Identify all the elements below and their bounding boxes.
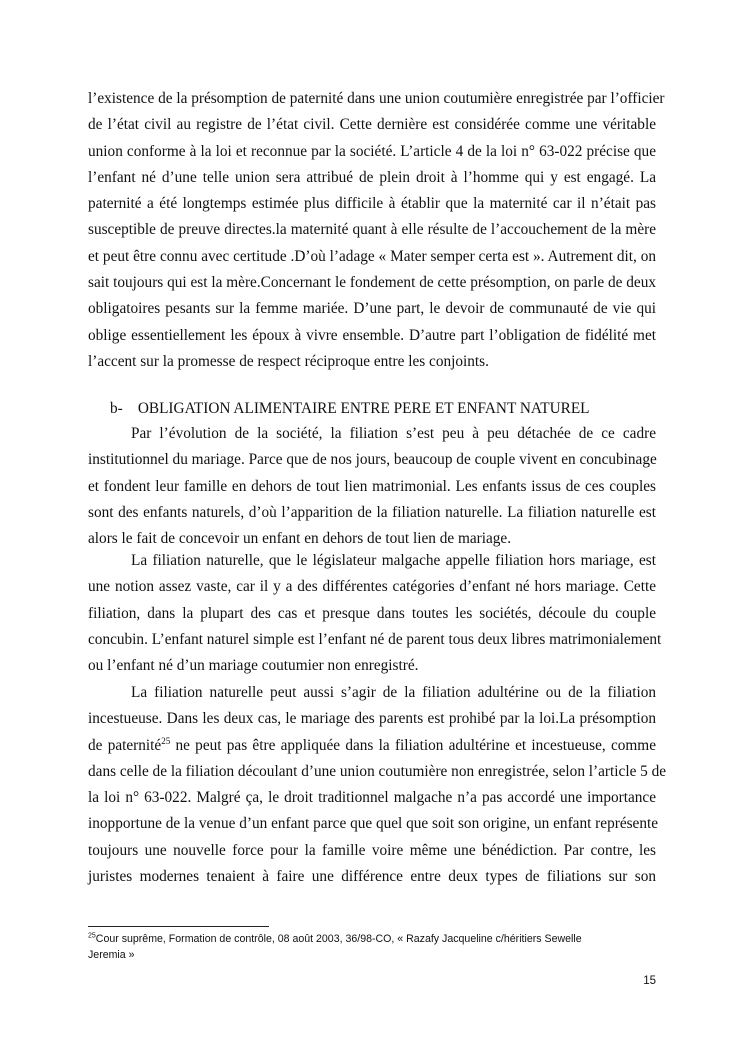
text-line: paternité a été longtemps estimée plus difficile à établir que la maternité car il n’était pas (88, 195, 656, 213)
text-line: l’accent sur la promesse de respect réciproque entre les conjoints. (88, 352, 489, 370)
text-line: incestueuse. Dans les deux cas, le mariage des parents est prohibé par la loi.La présomption (88, 710, 656, 728)
text-fragment: de paternité (88, 736, 162, 754)
paragraph-filiation-adulterine (88, 680, 667, 890)
paragraph-filiation-naturelle (88, 548, 662, 679)
text-line: filiation, dans la plupart des cas et presque dans toutes les sociétés, découle du couple (88, 604, 656, 622)
footnote-separator (88, 926, 269, 927)
text-line: sont des enfants naturels, d’où l’apparition de la filiation naturelle. La filiation naturelle est (88, 503, 656, 521)
text-line: La filiation naturelle peut aussi s’agir de la filiation adultérine ou de la filiation (131, 684, 656, 701)
paragraph-presomption (88, 86, 665, 375)
footnote-reference[interactable]: 25 (161, 735, 171, 746)
text-line: une notion assez vaste, car il y a des différentes catégories d’enfant né hors mariage. Cette (88, 578, 656, 596)
footnote-line (88, 931, 668, 947)
text-line: toujours une nouvelle force pour la famille voire même une bénédiction. Par contre, les (88, 841, 656, 859)
section-heading (110, 397, 590, 421)
text-line: et fondent leur famille en dehors de tout lien matrimonial. Les enfants issus de ces couples (88, 477, 656, 495)
page-number: 15 (643, 975, 656, 987)
text-line (88, 733, 656, 759)
text-line: concubin. L’enfant naturel simple est l’enfant né de parent tous deux libres matrimonialement (88, 630, 662, 648)
footnote-text: Cour suprême, Formation de contrôle, 08 août 2003, 36/98-CO, « Razafy Jacqueline c/héritiers Sewelle (95, 933, 582, 945)
text-fragment: ne peut pas être appliquée dans la filiation adultérine et incestueuse, comme (170, 736, 656, 754)
text-line: de l’état civil au registre de l’état civil. Cette dernière est considérée comme une véritable (88, 116, 656, 134)
text-line: La filiation naturelle, que le législateur malgache appelle filiation hors mariage, est (131, 552, 656, 569)
text-line: dans celle de la filiation découlant d’une union coutumière non enregistrée, selon l’article 5 de (88, 762, 667, 780)
text-line: alors le fait de concevoir un enfant en dehors de tout lien de mariage. (88, 530, 512, 548)
text-line: oblige essentiellement les époux à vivre ensemble. D’autre part l’obligation de fidélité met (88, 326, 656, 344)
text-line: obligatoires pesants sur la femme mariée. D’une part, le devoir de communauté de vie qui (88, 300, 656, 318)
text-line: ou l’enfant né d’un mariage coutumier non enregistré. (88, 657, 419, 675)
text-line: susceptible de preuve directes.la maternité quant à elle résulte de l’accouchement de la mère (88, 221, 656, 239)
text-line: juristes modernes tenaient à faire une différence entre deux types de filiations sur son (88, 868, 656, 886)
text-line: Par l’évolution de la société, la filiation s’est peu à peu détachée de ce cadre (131, 425, 656, 442)
text-line: sait toujours qui est la mère.Concernant le fondement de cette présomption, on parle de deux (88, 274, 656, 292)
footnote-line: Jeremia » (88, 949, 135, 961)
text-line: l’enfant né d’une telle union sera attribué de plein droit à l’homme qui y est engagé. La (88, 168, 656, 186)
paragraph-filiation-evolution (88, 421, 656, 552)
text-line: union conforme à la loi et reconnue par la société. L’article 4 de la loi n° 63-022 précise que (88, 142, 656, 160)
text-line: et peut être connu avec certitude .D’où l’adage « Mater semper certa est ». Autrement dit, on (88, 247, 656, 265)
text-line: la loi n° 63-022. Malgré ça, le droit traditionnel malgache n’a pas accordé une importance (88, 789, 656, 807)
section-marker: b- (110, 400, 123, 417)
text-line: institutionnel du mariage. Parce que de nos jours, beaucoup de couple vivent en concubinage (88, 451, 657, 469)
text-line: l’existence de la présomption de paternité dans une union coutumière enregistrée par l’officier (88, 90, 665, 107)
footnote (88, 931, 668, 963)
footnote-number: 25 (88, 932, 96, 940)
text-line: inopportune de la venue d’un enfant parce que quel que soit son origine, un enfant représente (88, 815, 659, 833)
section-title: OBLIGATION ALIMENTAIRE ENTRE PERE ET ENFANT NATUREL (137, 400, 590, 417)
